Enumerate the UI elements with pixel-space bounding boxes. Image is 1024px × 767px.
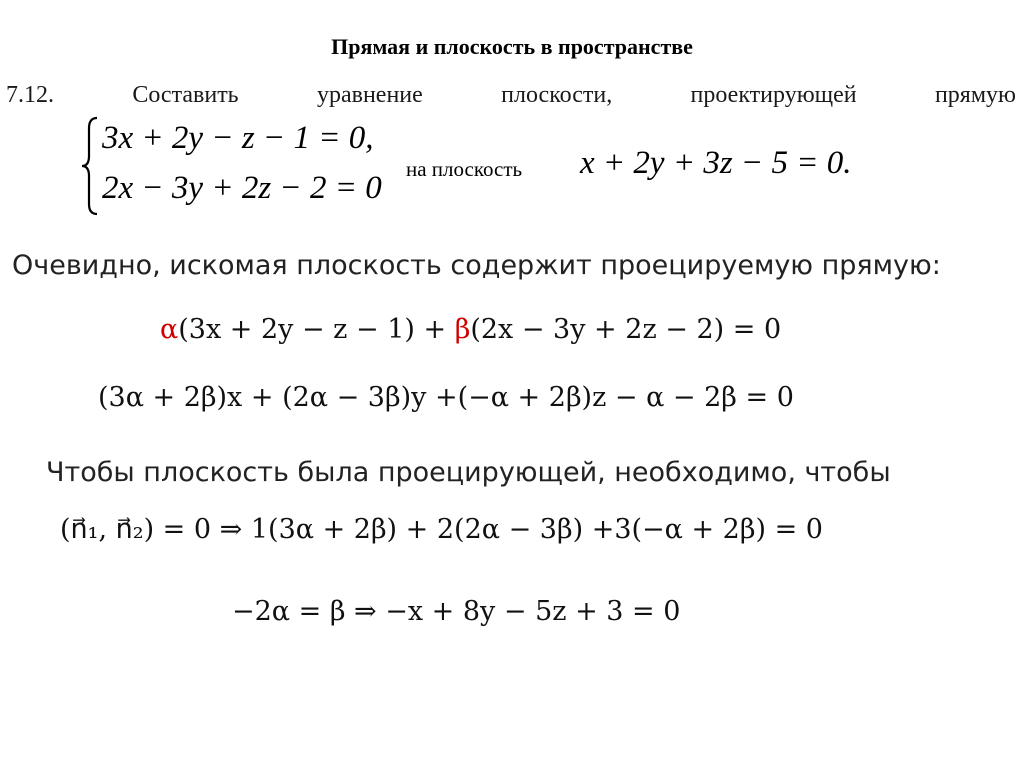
solution-text-2: Чтобы плоскость была проецирующей, необходимо, чтобы	[46, 457, 891, 488]
problem-word-1: Составить	[132, 82, 239, 108]
system-equation-2: 2x − 3y + 2z − 2 = 0	[102, 170, 382, 206]
answer-equation: −2α = β ⇒ −x + 8y − 5z + 3 = 0	[232, 596, 681, 627]
solution-text-1: Очевидно, искомая плоскость содержит проецируемую прямую:	[12, 250, 941, 281]
problem-word-5: прямую	[934, 82, 1016, 108]
equation-system	[80, 116, 410, 216]
left-brace-icon	[80, 116, 100, 216]
plane-equation: x + 2y + 3z − 5 = 0.	[580, 145, 852, 181]
problem-statement	[6, 82, 1016, 109]
expanded-equation: (3α + 2β)x + (2α − 3β)y +(−α + 2β)z − α − 2β = 0	[98, 382, 794, 413]
problem-word-4: проектирующей	[690, 82, 857, 108]
orthogonality-equation: (n⃗₁, n⃗₂) = 0 ⇒ 1(3α + 2β) + 2(2α − 3β) +3(−α + 2β) = 0	[60, 514, 823, 545]
pencil-part-2: (2x − 3y + 2z − 2) = 0	[470, 314, 782, 345]
pencil-equation	[160, 314, 781, 345]
problem-word-2: уравнение	[316, 82, 423, 108]
alpha-coefficient: α	[160, 314, 179, 345]
pencil-part-1: (3x + 2y − z − 1) +	[178, 314, 455, 345]
slide-title: Прямая и плоскость в пространстве	[331, 34, 693, 59]
problem-number: 7.12.	[6, 82, 54, 108]
on-plane-label: на плоскость	[406, 157, 523, 181]
system-equation-1: 3x + 2y − z − 1 = 0,	[102, 120, 374, 156]
problem-word-3: плоскости,	[501, 82, 613, 108]
beta-coefficient: β	[454, 314, 471, 345]
